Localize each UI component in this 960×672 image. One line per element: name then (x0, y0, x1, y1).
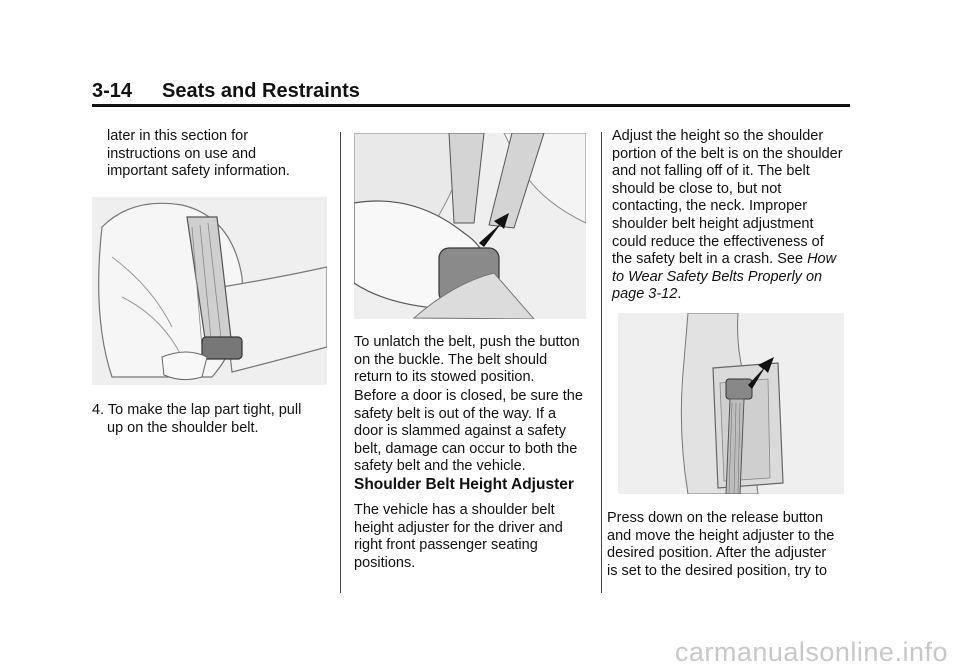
height-adjuster-illustration (618, 313, 844, 494)
intro-paragraph: later in this section for instructions on use and important safety information. (107, 128, 290, 180)
header-rule (92, 104, 850, 107)
page-header (92, 80, 360, 103)
cross-reference-link-2[interactable]: to Wear Safety Belts Properly on (612, 268, 823, 285)
door-warning-paragraph: Before a door is closed, be sure the safety belt is out of the way. If a door is slammed against a safety belt, damage can occur to both the safety belt and the vehicle. (354, 388, 583, 475)
adjuster-paragraph: The vehicle has a shoulder belt height adjuster for the driver and right front passenger seating positions. (354, 502, 563, 571)
unlatch-paragraph: To unlatch the belt, push the button on the buckle. The belt should return to its stowed position. (354, 334, 580, 386)
cross-reference-link-3[interactable]: page 3-12 (612, 286, 678, 303)
watermark: carmanualsonline.info (674, 637, 948, 667)
press-paragraph: Press down on the release button and move the height adjuster to the desired position. After the adjuster is set to the desired position, try to (607, 510, 835, 579)
step-number: 4. (92, 402, 105, 418)
cross-reference-link[interactable]: How (807, 251, 837, 268)
step-4: 4. To make the lap part tight, pull up on the shoulder belt. (92, 402, 302, 436)
shoulder-belt-heading: Shoulder Belt Height Adjuster (354, 476, 574, 493)
page-number: 3-14 (92, 80, 133, 102)
column-divider-1 (340, 132, 341, 593)
lap-belt-illustration (92, 197, 327, 385)
buckle-release-illustration (354, 133, 586, 319)
column-divider-2 (601, 132, 602, 593)
section-title: Seats and Restraints (162, 80, 360, 102)
adjust-height-paragraph: Adjust the height so the shoulder portion of the belt is on the shoulder and not falling off of it. The belt should be close to, but not contacting, the neck. Improper shoulder belt height adjustment could reduce the effectiveness of the safety belt in a crash. See How to Wear Safety Belts Properly on page 3-12. (612, 128, 843, 303)
